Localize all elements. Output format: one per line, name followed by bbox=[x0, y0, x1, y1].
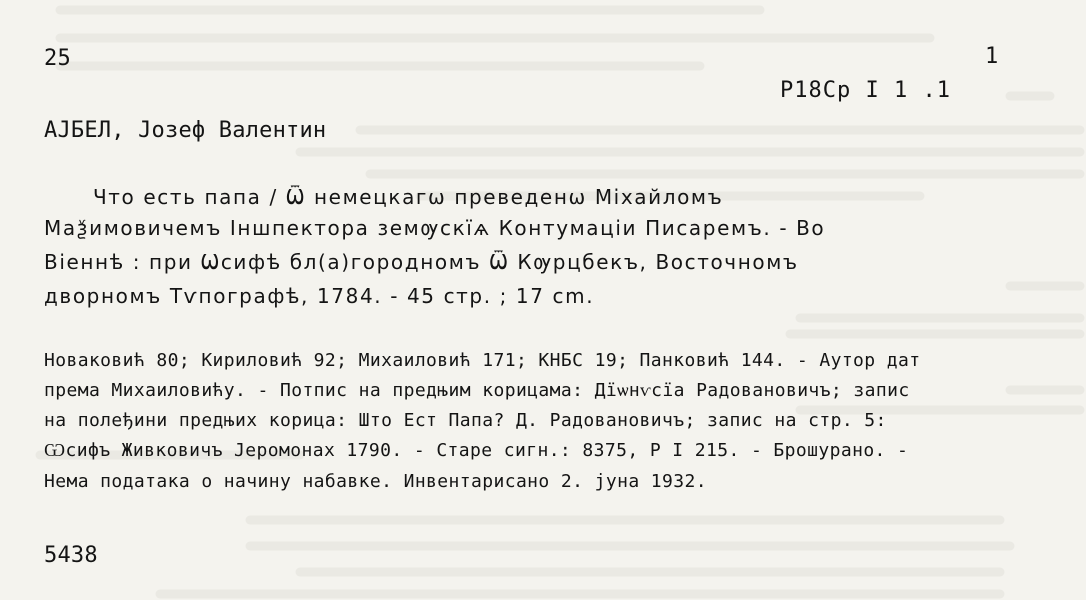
page-number-left: 25 bbox=[44, 46, 71, 71]
title-line: Что есть папа / Ѿ немецкагѡ преведенѡ Міхайломъ bbox=[93, 185, 724, 209]
note-line: на полеђини предњих корица: Што Ест Папа? Д. Радовановичъ; запис на стр. 5: bbox=[44, 410, 887, 431]
note-line: према Михаиловићу. - Потпис на предњим корицама: Дїѡнѵсїа Радовановичъ; запис bbox=[44, 380, 910, 401]
author-heading: АЈБЕЛ, Јозеф Валентин bbox=[44, 118, 327, 143]
title-line: Маѯимовичемъ Іншпектора земѹскїѧ Контумаціи Писаремъ. - Во bbox=[44, 216, 826, 240]
note-line: Нема података о начину набавке. Инвентарисано 2. јуна 1932. bbox=[44, 471, 707, 492]
title-line: Віеннѣ : при Ѡсифѣ бл(а)городномъ Ѿ Кѹрцбекъ, Восточномъ bbox=[44, 250, 799, 274]
note-line: Ѡсифъ Живковичъ Јеромонах 1790. - Старе сигн.: 8375, Р I 215. - Брошурано. - bbox=[44, 440, 909, 461]
note-line: Новаковић 80; Кириловић 92; Михаиловић 171; КНБС 19; Панковић 144. - Аутор дат bbox=[44, 350, 921, 371]
page-number-right: 1 bbox=[985, 44, 999, 69]
inventory-number: 5438 bbox=[44, 543, 98, 568]
title-line: дворномъ Тѵпографѣ, 1784. - 45 стр. ; 17 cm. bbox=[44, 284, 595, 308]
shelfmark: P18Cp I 1 .1 bbox=[780, 78, 951, 103]
